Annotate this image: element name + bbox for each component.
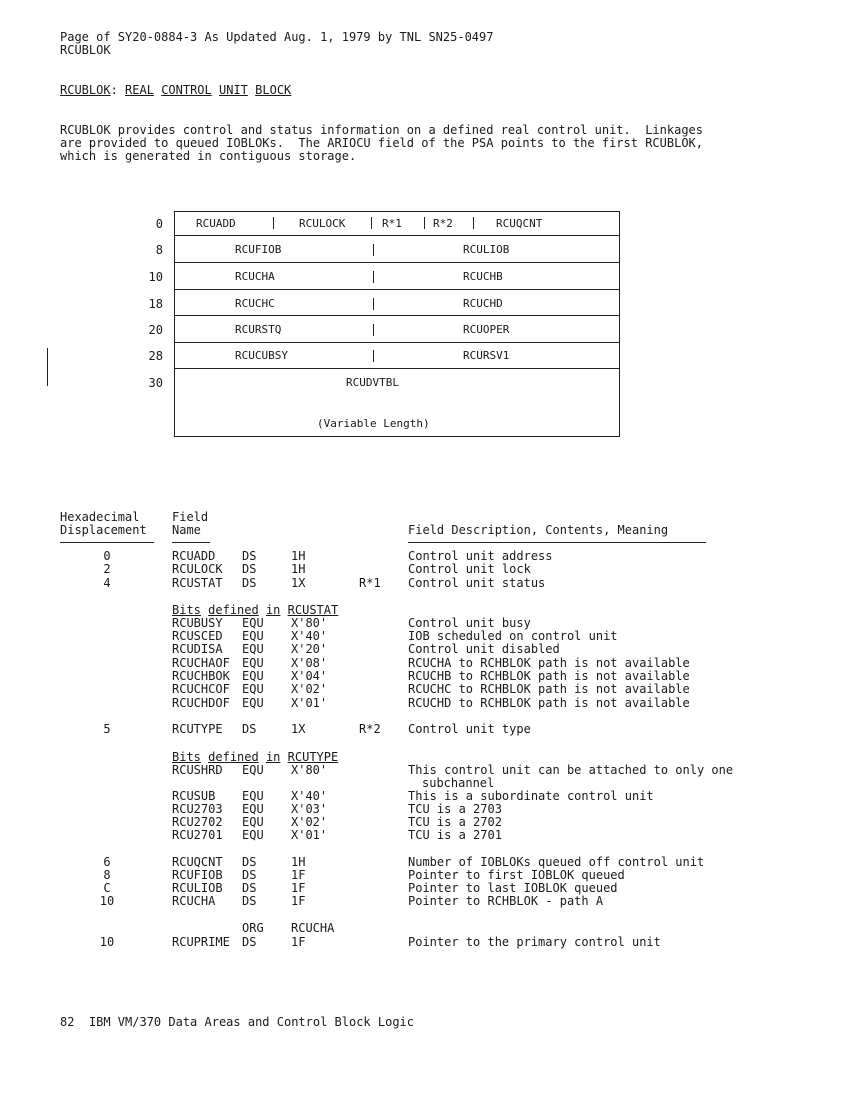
bit-op: EQU: [242, 789, 264, 803]
header-underline: [172, 542, 210, 543]
row-description: Pointer to last IOBLOK queued: [408, 881, 618, 895]
bit-op: EQU: [242, 682, 264, 696]
title-sep: :: [110, 83, 118, 97]
field-separator: [373, 244, 374, 256]
row-displacement: 0: [103, 549, 111, 563]
bit-op: EQU: [242, 828, 264, 842]
bit-value: X'20': [291, 642, 328, 656]
bit-op: EQU: [242, 669, 264, 683]
bit-op: EQU: [242, 616, 264, 630]
bit-description: This control unit can be attached to only one: [408, 763, 734, 777]
row-op: DS: [242, 562, 257, 576]
page-footer: 82 IBM VM/370 Data Areas and Control Block Logic: [60, 1015, 415, 1029]
running-header: Page of SY20-0884-3 As Updated Aug. 1, 1979 by TNL SN25-0497: [60, 30, 494, 44]
row-value: 1F: [291, 881, 306, 895]
field-separator: [373, 271, 374, 283]
bits-heading-word: defined: [208, 750, 259, 764]
row-displacement: 10: [99, 935, 115, 949]
bits-heading-word: in: [265, 603, 281, 617]
bit-value: X'08': [291, 656, 328, 670]
row-displacement: C: [103, 881, 111, 895]
row-op: DS: [242, 868, 257, 882]
row-description: Control unit status: [408, 576, 546, 590]
bit-description: RCUCHD to RCHBLOK path is not available: [408, 696, 690, 710]
bit-value: X'40': [291, 629, 328, 643]
field-separator: [373, 298, 374, 310]
field-r1: R*1: [382, 217, 402, 230]
col-header-displacement: Displacement: [60, 523, 147, 537]
row-displacement: 6: [103, 855, 111, 869]
row-divider: [175, 289, 619, 290]
row-op: DS: [242, 935, 257, 949]
bit-op: EQU: [242, 656, 264, 670]
row-op: DS: [242, 722, 257, 736]
row-op: DS: [242, 576, 257, 590]
field-rculock: RCULOCK: [299, 217, 346, 230]
bit-op: EQU: [242, 629, 264, 643]
bit-description: RCUCHB to RCHBLOK path is not available: [408, 669, 690, 683]
title-word: UNIT: [219, 83, 248, 97]
field-r2: R*2: [433, 217, 453, 230]
control-block-diagram: [174, 211, 620, 437]
diagram-bottom-border: [175, 436, 619, 437]
org-value: RCUCHA: [291, 921, 335, 935]
bit-description: Control unit busy: [408, 616, 531, 630]
row-op: DS: [242, 894, 257, 908]
row-description: Control unit type: [408, 722, 531, 736]
row-reference: R*1: [359, 576, 381, 590]
col-header-field: Name: [172, 523, 201, 537]
bits-heading-word: Bits: [172, 750, 201, 764]
field-rcudvtbl: RCUDVTBL: [346, 376, 399, 389]
field-separator: [371, 217, 372, 229]
bit-name: RCUDISA: [172, 642, 223, 656]
diagram-offset: 10: [148, 270, 163, 284]
bit-description: RCUCHC to RCHBLOK path is not available: [408, 682, 690, 696]
bit-name: RCUSUB: [172, 789, 216, 803]
bits-heading-word: Bits: [172, 603, 201, 617]
bit-name: RCU2702: [172, 815, 223, 829]
bit-description: RCUCHA to RCHBLOK path is not available: [408, 656, 690, 670]
row-description: Pointer to the primary control unit: [408, 935, 661, 949]
row-field-name: RCUTYPE: [172, 722, 223, 736]
diagram-offset: 28: [148, 349, 163, 363]
intro-line: RCUBLOK provides control and status information on a defined real control unit. Linkages: [60, 123, 703, 137]
bit-value: X'40': [291, 789, 328, 803]
variable-length-label: (Variable Length): [317, 417, 430, 430]
bit-value: X'01': [291, 828, 328, 842]
intro-line: which is generated in contiguous storage.: [60, 149, 357, 163]
field-separator: [424, 217, 425, 229]
row-description: Number of IOBLOKs queued off control unit: [408, 855, 705, 869]
row-field-name: RCUQCNT: [172, 855, 223, 869]
bit-name: RCU2701: [172, 828, 223, 842]
row-divider: [175, 368, 619, 369]
diagram-offset: 20: [148, 323, 163, 337]
field-rcuadd: RCUADD: [196, 217, 236, 230]
header-underline: [60, 542, 154, 543]
row-value: 1H: [291, 549, 306, 563]
bit-op: EQU: [242, 802, 264, 816]
field-separator: [373, 324, 374, 336]
bit-value: X'80': [291, 763, 328, 777]
bit-description: TCU is a 2701: [408, 828, 502, 842]
row-description: Pointer to first IOBLOK queued: [408, 868, 625, 882]
row-field-name: RCUADD: [172, 549, 216, 563]
title-name: RCUBLOK: [60, 83, 111, 97]
bits-heading-word: RCUTYPE: [287, 750, 339, 764]
row-op: DS: [242, 881, 257, 895]
field-rcucha: RCUCHA: [235, 270, 275, 283]
running-header-block: RCUBLOK: [60, 43, 111, 57]
row-displacement: 8: [103, 868, 111, 882]
row-field-name: RCUSTAT: [172, 576, 223, 590]
bit-op: EQU: [242, 763, 264, 777]
bit-value: X'01': [291, 696, 328, 710]
col-header-displacement: Hexadecimal: [60, 510, 140, 524]
diagram-offset: 0: [155, 217, 163, 231]
field-separator: [473, 217, 474, 229]
field-rcuoper: RCUOPER: [463, 323, 510, 336]
bit-description: This is a subordinate control unit: [408, 789, 654, 803]
field-rcucubsy: RCUCUBSY: [235, 349, 288, 362]
row-field-name: RCULOCK: [172, 562, 223, 576]
title-word: BLOCK: [255, 83, 292, 97]
bit-name: RCUCHCOF: [172, 682, 230, 696]
title-word: REAL: [125, 83, 154, 97]
bit-op: EQU: [242, 696, 264, 710]
field-rcuchc: RCUCHC: [235, 297, 275, 310]
org-op: ORG: [242, 921, 264, 935]
row-value: 1X: [291, 576, 306, 590]
col-header-description: Field Description, Contents, Meaning: [408, 523, 669, 537]
field-rcuqcnt: RCUQCNT: [496, 217, 543, 230]
row-value: 1F: [291, 868, 306, 882]
bit-name: RCUCHBOK: [172, 669, 230, 683]
revision-bar: [47, 348, 48, 386]
bit-name: RCUBUSY: [172, 616, 223, 630]
field-separator: [373, 350, 374, 362]
bits-heading-word: in: [265, 750, 281, 764]
page-title: [60, 84, 291, 97]
row-field-name: RCUCHA: [172, 894, 216, 908]
row-value: 1H: [291, 855, 306, 869]
row-displacement: 2: [103, 562, 111, 576]
field-rculiob: RCULIOB: [463, 243, 510, 256]
row-divider: [175, 235, 619, 236]
row-divider: [175, 342, 619, 343]
row-description: Control unit address: [408, 549, 553, 563]
row-reference: R*2: [359, 722, 381, 736]
field-rcursv1: RCURSV1: [463, 349, 510, 362]
row-displacement: 4: [103, 576, 111, 590]
bit-name: RCUCHDOF: [172, 696, 230, 710]
row-field-name: RCUPRIME: [172, 935, 230, 949]
diagram-offset: 30: [148, 376, 163, 390]
row-displacement: 5: [103, 722, 111, 736]
bit-name: RCUSCED: [172, 629, 223, 643]
header-underline: [408, 542, 706, 543]
row-displacement: 10: [99, 894, 115, 908]
row-op: DS: [242, 549, 257, 563]
bits-heading-word: defined: [208, 603, 259, 617]
bit-description: TCU is a 2702: [408, 815, 502, 829]
diagram-offset: 18: [148, 297, 163, 311]
field-rcufiob: RCUFIOB: [235, 243, 282, 256]
field-rcurstq: RCURSTQ: [235, 323, 282, 336]
row-value: 1H: [291, 562, 306, 576]
field-rcuchd: RCUCHD: [463, 297, 503, 310]
intro-line: are provided to queued IOBLOKs. The ARIOCU field of the PSA points to the first RCUBLOK,: [60, 136, 703, 150]
row-field-name: RCULIOB: [172, 881, 223, 895]
row-divider: [175, 315, 619, 316]
row-description: Control unit lock: [408, 562, 531, 576]
row-description: Pointer to RCHBLOK - path A: [408, 894, 604, 908]
bit-op: EQU: [242, 815, 264, 829]
diagram-offset: 8: [155, 243, 163, 257]
bit-name: RCUSHRD: [172, 763, 223, 777]
bit-description-continuation: subchannel: [422, 776, 495, 790]
bit-value: X'02': [291, 682, 328, 696]
row-value: 1F: [291, 894, 306, 908]
bit-value: X'04': [291, 669, 328, 683]
row-field-name: RCUFIOB: [172, 868, 223, 882]
bit-name: RCUCHAOF: [172, 656, 230, 670]
bit-description: TCU is a 2703: [408, 802, 502, 816]
diagram-top-border: [175, 211, 619, 212]
row-divider: [175, 262, 619, 263]
row-value: 1F: [291, 935, 306, 949]
bit-value: X'03': [291, 802, 328, 816]
bits-heading-word: RCUSTAT: [287, 603, 339, 617]
bit-description: IOB scheduled on control unit: [408, 629, 618, 643]
row-value: 1X: [291, 722, 306, 736]
bit-name: RCU2703: [172, 802, 223, 816]
row-op: DS: [242, 855, 257, 869]
col-header-field: Field: [172, 510, 209, 524]
title-word: CONTROL: [161, 83, 212, 97]
bit-op: EQU: [242, 642, 264, 656]
bit-value: X'02': [291, 815, 328, 829]
bit-description: Control unit disabled: [408, 642, 560, 656]
field-rcuchb: RCUCHB: [463, 270, 503, 283]
field-separator: [273, 217, 274, 229]
bit-value: X'80': [291, 616, 328, 630]
